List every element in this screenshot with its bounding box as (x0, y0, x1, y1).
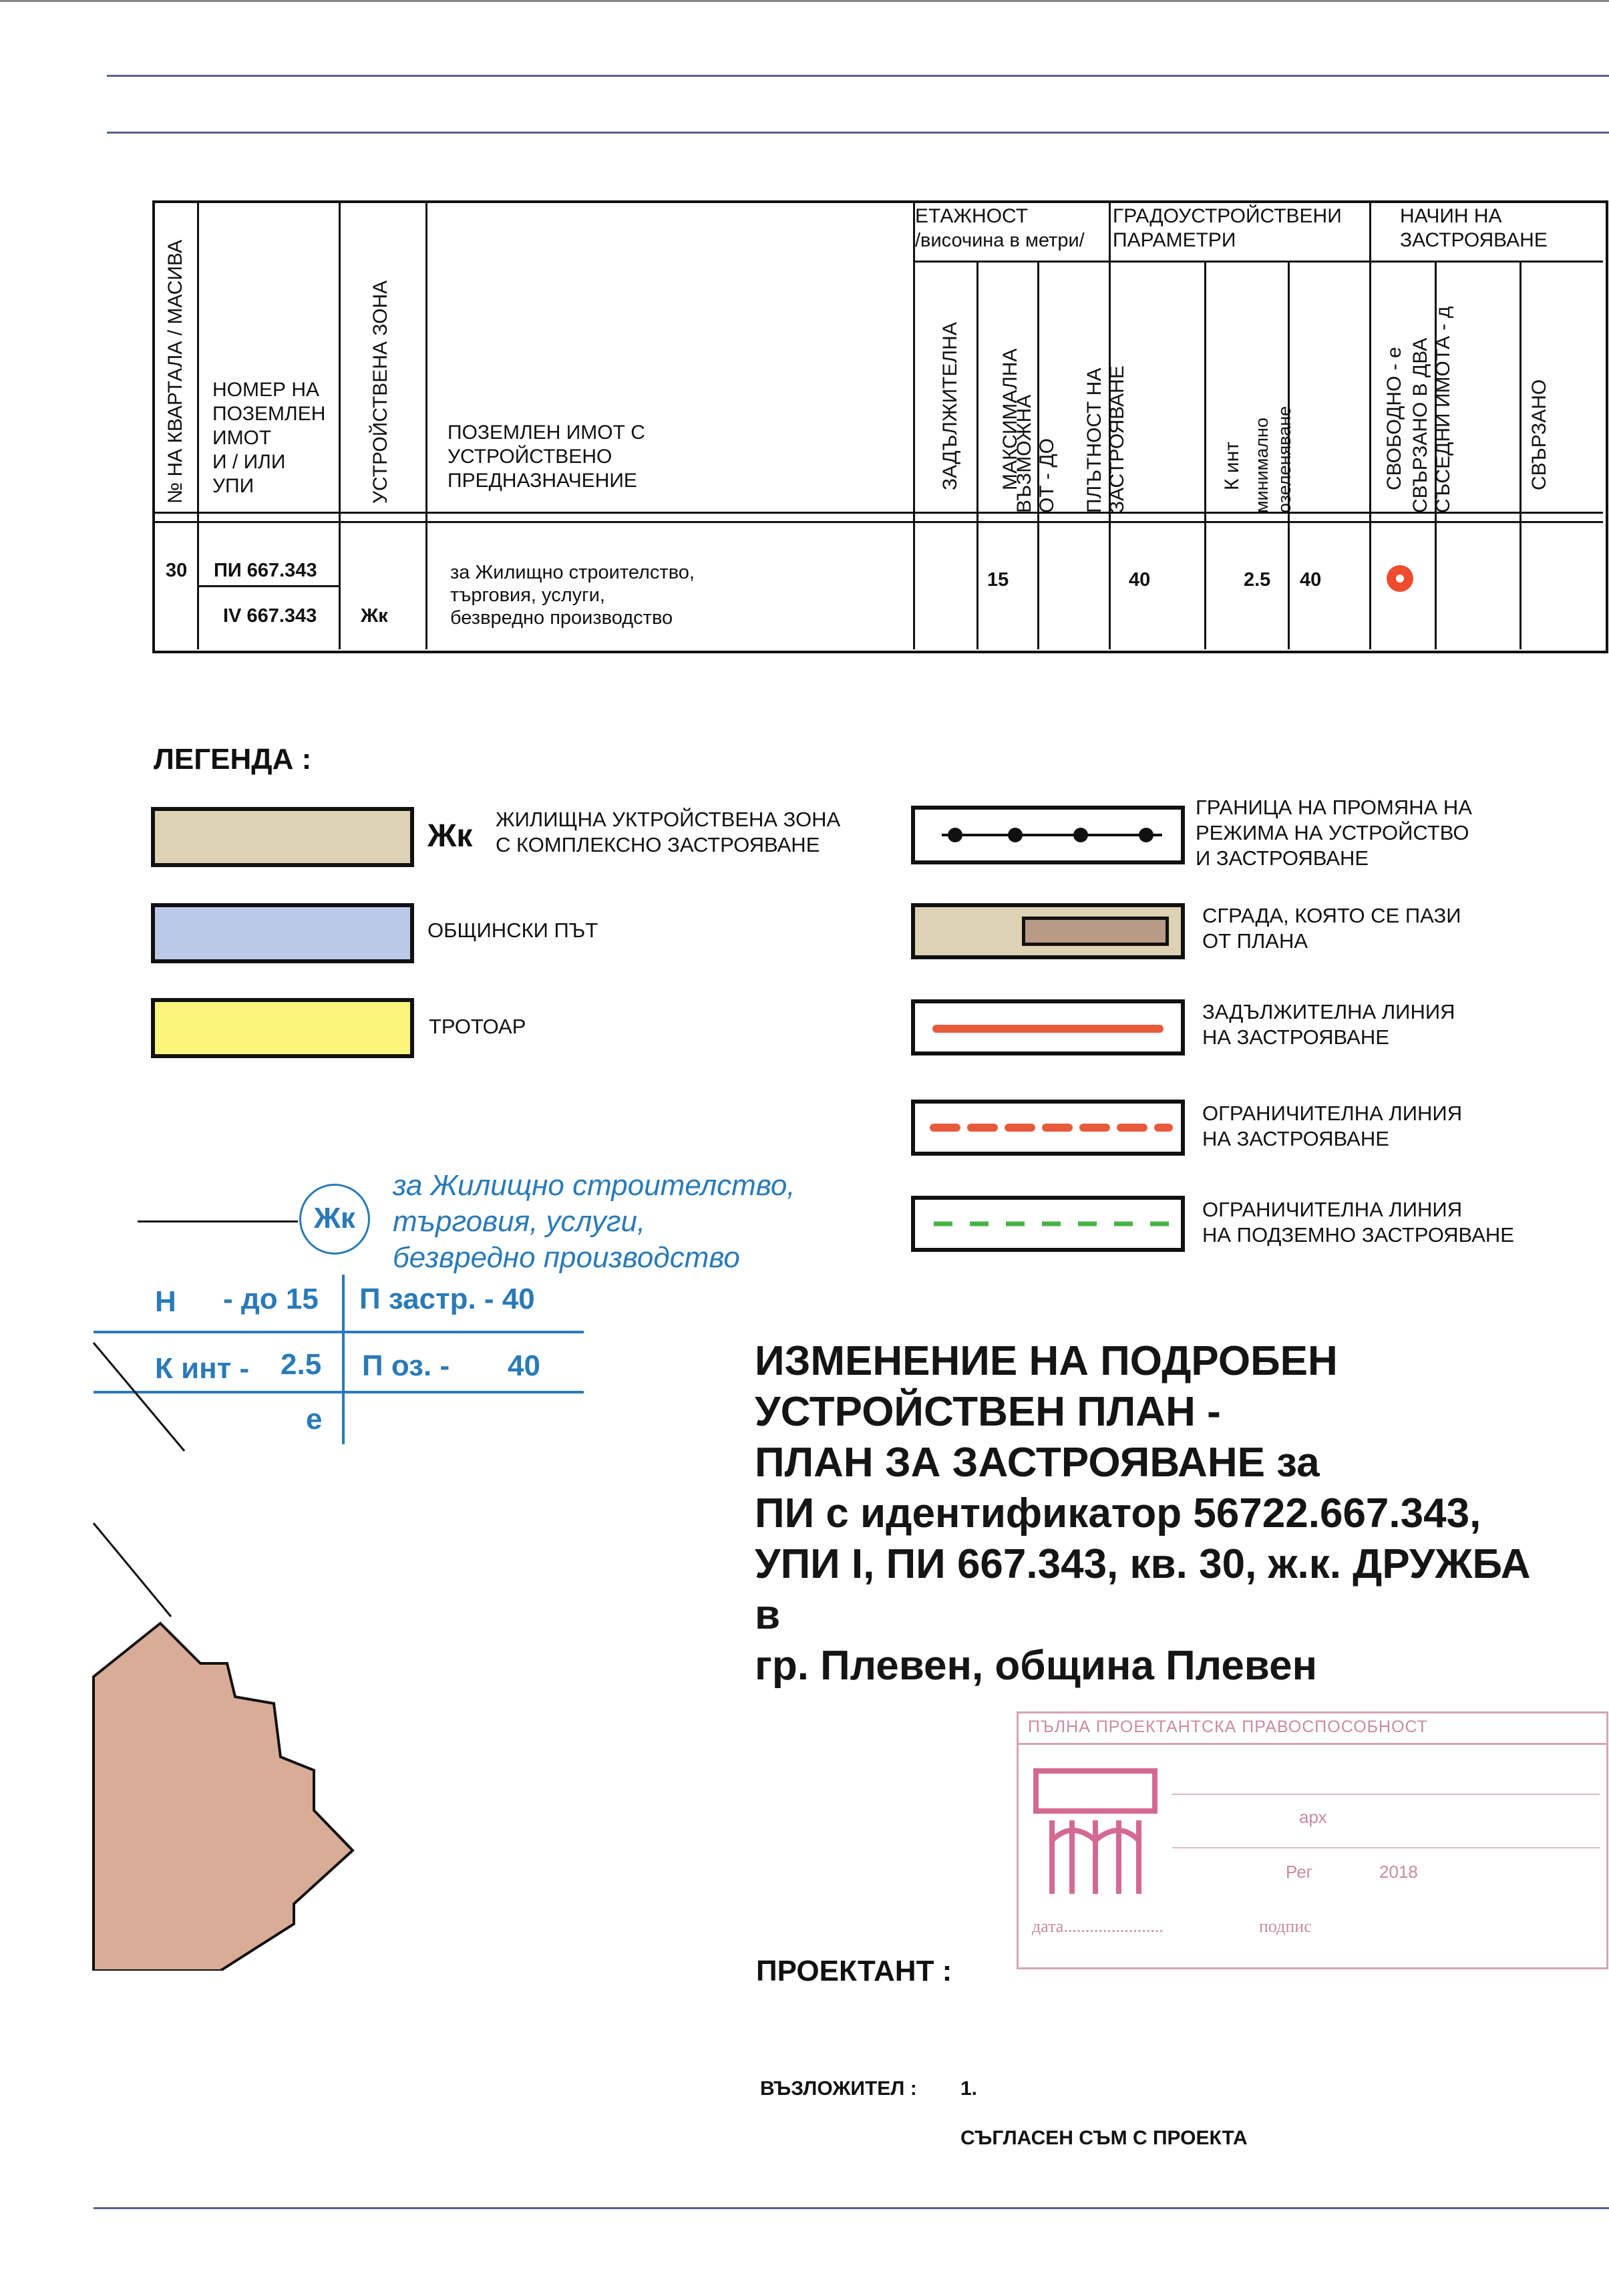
stamp-year: 2018 (1379, 1862, 1418, 1882)
kint-value: 2.5 (281, 1348, 322, 1381)
zone-circle: Жк (299, 1184, 370, 1255)
header-linked-two: СВЪРЗАНО В ДВА СЪСЕДНИ ИМОТА - д (1409, 306, 1454, 513)
legend-swatch-residential (151, 807, 414, 867)
cell-purpose: за Жилищно строителство, търговия, услуги, безвредно производство (450, 562, 695, 629)
limiting-line-icon (915, 1104, 1181, 1152)
header-mandatory: ЗАДЪЛЖИТЕЛНА (939, 322, 961, 490)
client-number: 1. (960, 2078, 978, 2100)
agree-label: СЪГЛАСЕН СЪМ С ПРОЕКТА (960, 2127, 1248, 2149)
legend-swatch-mandatory-line (911, 999, 1185, 1055)
stamp-reg: Рег (1286, 1862, 1313, 1882)
plan-purpose: за Жилищно строителство, търговия, услуги, безвредно производство (393, 1169, 795, 1274)
free-build-dot-icon (1387, 565, 1413, 592)
mandatory-line-icon (932, 1025, 1164, 1033)
legend-label-municipal-road: ОБЩИНСКИ ПЪТ (427, 919, 598, 942)
cell-upi: IV 667.343 (223, 605, 317, 627)
height-label: Н (155, 1285, 176, 1318)
header-green: минимално озеленяване (1252, 405, 1294, 513)
header-urban-params: ГРАДОУСТРОЙСТВЕНИ ПАРАМЕТРИ (1113, 205, 1342, 251)
stamp-signature: подпис (1259, 1917, 1312, 1936)
legend-swatch-underground-line (911, 1196, 1185, 1252)
stamp-header: ПЪЛНА ПРОЕКТАНТСКА ПРАВОСПОСОБНОСТ (1028, 1717, 1429, 1736)
legend-swatch-municipal-road (151, 903, 414, 963)
header-kint: К инт (1221, 442, 1243, 490)
stamp-logo (1032, 1767, 1159, 1901)
legend-label-mandatory-line: ЗАДЪЛЖИТЕЛНА ЛИНИЯ НА ЗАСТРОЯВАНЕ (1202, 1000, 1455, 1049)
height-value: - до 15 (223, 1283, 319, 1315)
cell-density: 40 (1129, 569, 1151, 591)
legend-label-sidewalk: ТРОТОАР (429, 1015, 526, 1038)
bottom-rule (94, 2207, 1609, 2209)
header-density: ПЛЪТНОСТ НА ЗАСТРОЯВАНЕ (1083, 365, 1128, 513)
designer-label: ПРОЕКТАНТ : (756, 1955, 952, 1987)
underground-line-icon (915, 1200, 1181, 1248)
header-floors: ЕТАЖНОСТ /височина в метри/ (915, 205, 1085, 251)
client-label: ВЪЗЛОЖИТЕЛ : (760, 2078, 917, 2100)
kint-label: К инт - (155, 1352, 250, 1385)
cell-green: 40 (1300, 569, 1322, 591)
header-build-method: НАЧИН НА ЗАСТРОЯВАНЕ (1400, 205, 1548, 251)
legend-code-residential: Жк (427, 818, 473, 854)
cell-plot: ПИ 667.343 (214, 560, 317, 581)
legend-swatch-boundary-change (911, 806, 1185, 864)
stamp-date: дата....................... (1032, 1917, 1164, 1936)
legend-swatch-sidewalk (151, 998, 414, 1058)
plan-fragment (0, 1303, 374, 1971)
legend-label-underground-line: ОГРАНИЧИТЕЛНА ЛИНИЯ НА ПОДЗЕМНО ЗАСТРОЯВАНЕ (1202, 1198, 1514, 1247)
boundary-line-icon (915, 810, 1181, 860)
legend-swatch-limiting-line (911, 1100, 1185, 1156)
building-shape (94, 1623, 353, 1971)
cell-block: 30 (166, 560, 188, 581)
legend-title: ЛЕГЕНДА : (154, 743, 312, 776)
cell-zone: Жк (361, 605, 388, 627)
header-purpose: ПОЗЕМЛЕН ИМОТ С УСТРОЙСТВЕНО ПРЕДНАЗНАЧЕНИЕ (448, 422, 645, 492)
preserved-building-icon (1022, 917, 1169, 946)
header-free: СВОБОДНО - е (1383, 347, 1405, 490)
top-rule-2 (107, 132, 1609, 134)
header-maximum: МАКСИМАЛНА (999, 348, 1021, 490)
stamp-role: арх (1299, 1807, 1327, 1827)
legend-label-residential: ЖИЛИЩНА УКТРОЙСТВЕНА ЗОНА С КОМПЛЕКСНО ЗАСТРОЯВАНЕ (496, 808, 841, 856)
designer-stamp (1017, 1711, 1608, 1969)
cell-kint: 2.5 (1244, 569, 1271, 591)
header-linked: СВЪРЗАНО (1528, 379, 1550, 490)
legend-label-limiting-line: ОГРАНИЧИТЕЛНА ЛИНИЯ НА ЗАСТРОЯВАНЕ (1202, 1102, 1463, 1150)
cell-maximum: 15 (987, 569, 1009, 591)
green-label: П оз. - (362, 1349, 450, 1382)
legend-label-preserved-building: СГРАДА, КОЯТО СЕ ПАЗИ ОТ ПЛАНА (1202, 904, 1461, 953)
project-title: ИЗМЕНЕНИЕ НА ПОДРОБЕН УСТРОЙСТВЕН ПЛАН - ПЛАН ЗА ЗАСТРОЯВАНЕ за ПИ с идентификатор 56722.667.343, УПИ I, ПИ 667.343, кв. 30, ж.к. ДРУЖБА в гр. Плевен, община Плевен (755, 1338, 1531, 1689)
method-value: е (306, 1403, 323, 1436)
header-possible: ВЪЗМОЖНА ОТ - ДО (1013, 394, 1058, 513)
header-plot-number: НОМЕР НА ПОЗЕМЛЕН ИМОТ И / ИЛИ УПИ (212, 379, 326, 497)
green-value: 40 (508, 1349, 540, 1382)
header-zone: УСТРОЙСТВЕНА ЗОНА (369, 280, 391, 504)
legend-label-boundary-change: ГРАНИЦА НА ПРОМЯНА НА РЕЖИМА НА УСТРОЙСТВО И ЗАСТРОЯВАНЕ (1196, 796, 1472, 870)
density-label: П застр. - 40 (359, 1283, 535, 1315)
top-rule-1 (107, 75, 1609, 77)
header-block: № НА КВАРТАЛА / МАСИВА (164, 240, 186, 504)
page-edge (0, 0, 1609, 2)
legend-swatch-preserved-building (911, 903, 1185, 959)
